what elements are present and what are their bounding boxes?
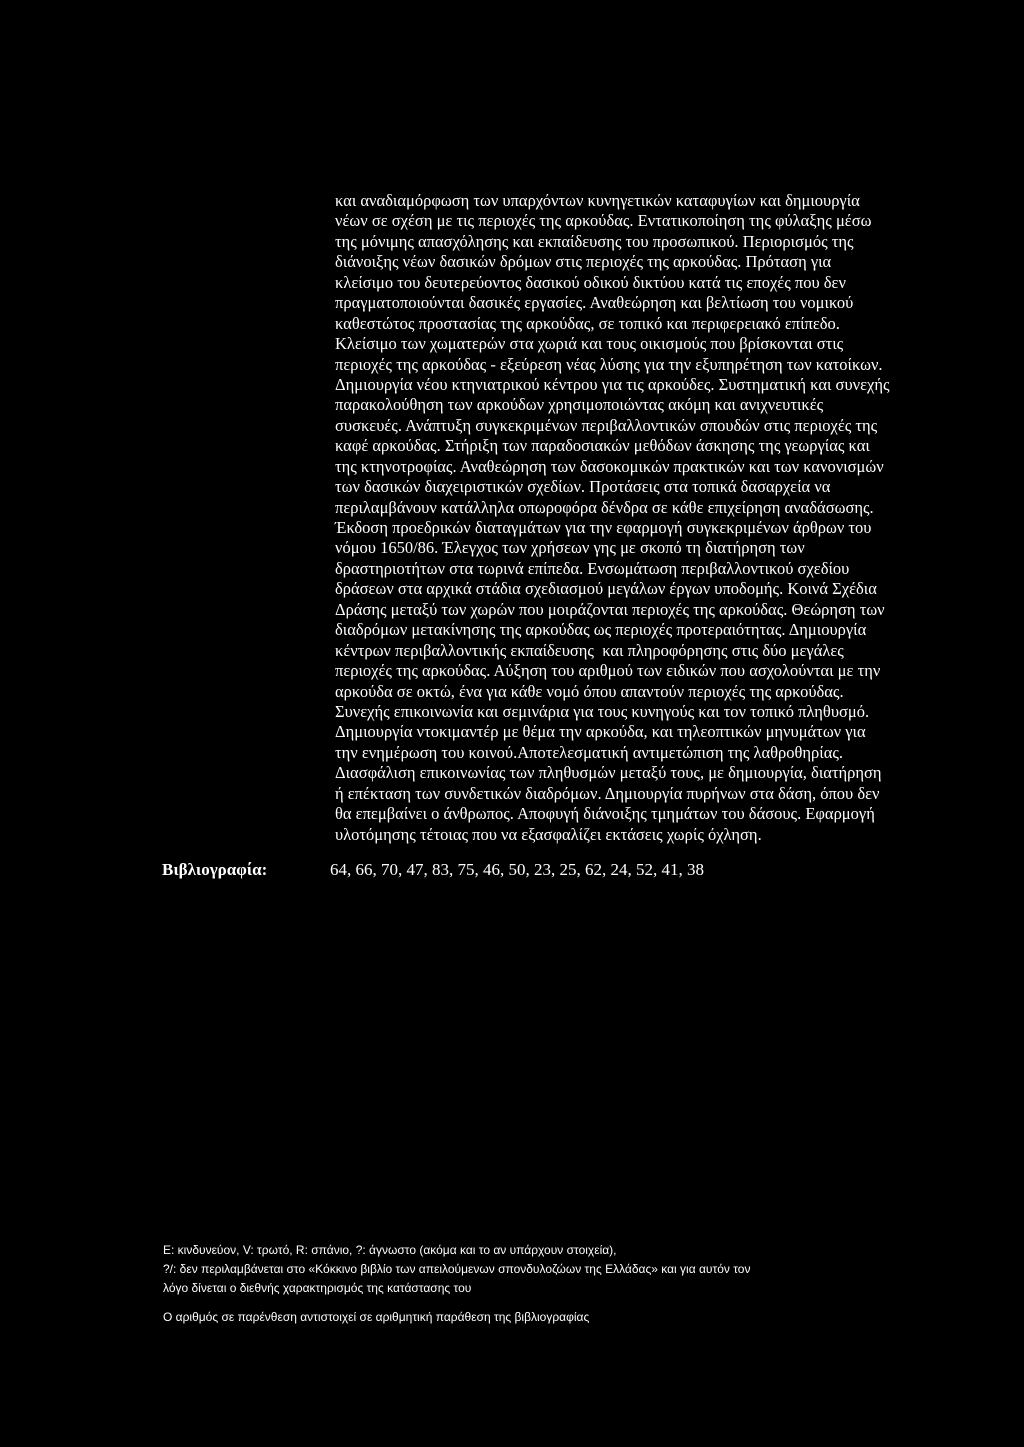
body-text-line: και αναδιαμόρφωση των υπαρχόντων κυνηγετικών καταφυγίων και δημιουργία — [335, 191, 860, 210]
body-text-line: των δασικών διαχειριστικών σχεδίων. Προτάσεις στα τοπικά δασαρχεία να — [335, 477, 831, 497]
body-text-line: καφέ αρκούδας. Στήριξη των παραδοσιακών μεθόδων άσκησης της γεωργίας και — [335, 436, 870, 456]
bibliography-label: Βιβλιογραφία: — [162, 860, 268, 879]
body-text-line: Δράσης μεταξύ των χωρών που μοιράζονται περιοχές της αρκούδας. Θεώρηση των — [335, 599, 885, 619]
body-text-line: δράσεων στα αρχικά στάδια σχεδιασμού μεγάλων έργων υποδομής. Κοινά Σχέδια — [335, 579, 877, 599]
body-text-line: Δημιουργία ντοκιμαντέρ με θέμα την αρκούδα, και τηλεοπτικών μηνυμάτων για — [335, 722, 866, 742]
body-text-line: περιλαμβάνουν κατάλληλα οπωροφόρα δένδρα σε κάθε επιχείρηση αναδάσωσης. — [335, 497, 874, 517]
body-text — [335, 191, 975, 845]
body-text-line: Διασφάλιση επικοινωνίας των πληθυσμών μεταξύ τους, με δημιουργία, διατήρηση — [335, 763, 882, 783]
body-text-line: κέντρων περιβαλλοντικής εκπαίδευσης και πληροφόρησης στις δύο μεγάλες — [335, 640, 844, 660]
body-text-line: περιοχές της αρκούδας. Αύξηση του αριθμού των ειδικών που ασχολούνται με την — [335, 661, 881, 681]
legend-line: E: κινδυνεύον, V: τρωτό, R: σπάνιο, ?: άγνωστο (ακόμα και το αν υπάρχουν στοιχεία), — [163, 1243, 617, 1257]
bibliography-row — [0, 859, 1024, 883]
legend-line: ?/: δεν περιλαμβάνεται στο «Κόκκινο βιβλίο των απειλούμενων σπονδυλοζώων της Ελλάδας» και για αυτόν τον — [163, 1262, 751, 1276]
body-text-line: της κτηνοτροφίας. Αναθεώρηση των δασοκομικών πρακτικών και των κανονισμών — [335, 456, 884, 476]
body-text-line: παρακολούθηση των αρκούδων χρησιμοποιώντας ακόμη και ανιχνευτικές — [335, 395, 824, 415]
bibliography-refs: 64, 66, 70, 47, 83, 75, 46, 50, 23, 25, 62, 24, 52, 41, 38 — [330, 860, 704, 879]
body-text-line: υλοτόμησης τέτοιας που να εξασφαλίζει εκτάσεις χωρίς όχληση. — [335, 824, 762, 844]
body-text-line: Κλείσιμο των χωματερών στα χωριά και τους οικισμούς που βρίσκονται στις — [335, 334, 844, 354]
body-text-line: της μόνιμης απασχόλησης και εκπαίδευσης του προσωπικού. Περιορισμός της — [335, 231, 854, 251]
body-text-line: θα επεμβαίνει ο άνθρωπος. Αποφυγή διάνοιξης τμημάτων του δάσους. Εφαρμογή — [335, 804, 875, 824]
body-text-line: πραγματοποιούνται δασικές εργασίες. Αναθεώρηση και βελτίωση του νομικού — [335, 293, 854, 313]
body-text-line: συσκευές. Ανάπτυξη συγκεκριμένων περιβαλλοντικών σπουδών στις περιοχές της — [335, 415, 878, 435]
body-text-line: αρκούδα σε οκτώ, ένα για κάθε νομό όπου απαντούν περιοχές της αρκούδας. — [335, 681, 844, 701]
body-text-line: δραστηριοτήτων στα τωρινά επίπεδα. Ενσωμάτωση περιβαλλοντικού σχεδίου — [335, 558, 850, 578]
body-text-line: ή επέκταση των συνδετικών διαδρόμων. Δημιουργία πυρήνων στα δάση, όπου δεν — [335, 783, 880, 803]
bibliography-note: Ο αριθμός σε παρένθεση αντιστοιχεί σε αριθμητική παράθεση της βιβλιογραφίας — [163, 1310, 590, 1324]
body-text-line: την ενημέρωση του κοινού.Αποτελεσματική αντιμετώπιση της λαθροθηρίας. — [335, 742, 844, 762]
body-text-line: Έκδοση προεδρικών διαταγμάτων για την εφαρμογή συγκεκριμένων άρθρων του — [335, 518, 872, 537]
body-text-line: διαδρόμων μετακίνησης της αρκούδας ως περιοχές προτεραιότητας. Δημιουργία — [335, 620, 867, 640]
body-text-line: Δημιουργία νέου κτηνιατρικού κέντρου για τις αρκούδες. Συστηματική και συνεχής — [335, 374, 890, 394]
body-text-line: διάνοιξης νέων δασικών δρόμων στις περιοχές της αρκούδας. Πρόταση για — [335, 252, 832, 272]
body-text-line: νέων σε σχέση με τις περιοχές της αρκούδας. Εντατικοποίηση της φύλαξης μέσω — [335, 211, 872, 231]
body-text-line: Συνεχής επικοινωνία και σεμινάρια για τους κυνηγούς και τον τοπικό πληθυσμό. — [335, 701, 870, 721]
status-legend — [163, 1241, 983, 1298]
body-text-line: περιοχές της αρκούδας - εξεύρεση νέας λύσης για την εξυπηρέτηση των κατοίκων. — [335, 354, 883, 374]
legend-line: λόγο δίνεται ο διεθνής χαρακτηρισμός της κατάστασης του — [163, 1281, 472, 1295]
body-text-line: καθεστώτος προστασίας της αρκούδας, σε τοπικό και περιφερειακό επίπεδο. — [335, 313, 840, 333]
body-text-line: κλείσιμο του δευτερεύοντος δασικού οδικού δικτύου κατά τις εποχές που δεν — [335, 272, 846, 292]
body-text-line: νόμου 1650/86. Έλεγχος των χρήσεων γης με σκοπό τη διατήρηση των — [335, 538, 805, 558]
